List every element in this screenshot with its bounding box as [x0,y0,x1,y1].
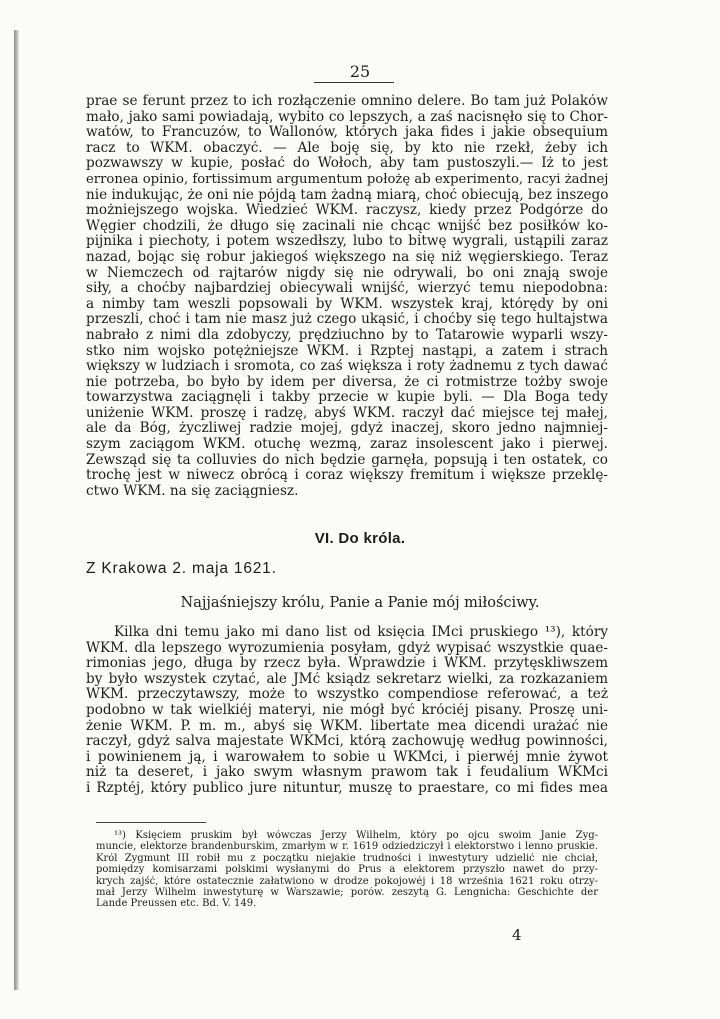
letter-salutation: Najjaśniejszy królu, Panie a Panie mój miłościwy. [180,595,540,611]
text-line: Kilka dni temu jako mi dano list od księcia IMci pruskiego ¹³), który [114,625,608,640]
text-line: uniżenie WKM. proszę i radzę, abyś WKM. raczył dać miejsce tej małej, [86,405,608,421]
footnote-rule [96,822,206,823]
text-line: możniejszego wojska. Wiedzieć WKM. raczysz, kiedy przez Podgórze do [86,203,608,219]
text-line: pijnika i piechoty, i potem wszedłszy, lubo to bitwę wygrali, ustąpili zaraz [86,234,608,250]
text-line: pozwawszy w kupie, posłać do Wołoch, aby tam pustoszyli.— Iż to jest [86,156,608,172]
footnote-line: krych zajść, które ostatecznie załatwiono w drodze pokojowéj i 18 września 1621 roku otrzy- [96,875,598,887]
text-line: mało, jako sami powiadają, wybito co lepszych, a zaś nacisnęło się to Chor- [86,109,608,125]
page-number-rule [314,82,394,83]
text-line: raczył, gdyż salva majestate WKMci, którą zachowuję według powinności, [86,734,608,750]
text-line: rimonias jego, długa by rzecz była. Wprawdzie i WKM. przytęskliwszem [86,656,608,672]
text-line: racz to WKM. obaczyć. — Ale boję się, by kto nie rzekł, żeby ich [86,140,608,156]
letter-text-block [86,625,608,797]
scan-edge-shadow [14,30,19,990]
text-line: trochę jest w niwecz obrócą i coraz większy fremitum i większe przeklę- [86,468,608,484]
text-line: ctwo WKM. na się zaciągniesz. [86,483,299,499]
text-line: nie indukując, że oni nie pójdą tam żadną miarą, choć obiecują, bez inszego [86,187,608,203]
text-line: stko nim wojsko potężniejsze WKM. i Rzptej nastąpi, a zatem i strach [86,343,608,359]
text-line: watów, to Francuzów, to Wallonów, których jaka fides i jakie obsequium [86,125,608,141]
paragraph [86,94,608,499]
text-line: erronea opinio, fortissimum argumentum położę ab experimento, racyi żadnej [86,171,608,187]
text-line: WKM. dla lepszego wyrozumienia posyłam, gdyż wypisać wszystkie quae- [86,640,608,656]
text-line: Węgier chodzili, że długo się zacinali nie chcąc wnijść bez posiłków ko- [86,218,608,234]
footnote-line: Lande Preussen etc. Bd. V. 149. [96,898,257,910]
text-line: nie potrzeba, bo było by idem per diversa, że ci rotmistrze tożby swoje [86,374,608,390]
text-line: towarzystwa zaciągnęli i takby przecie w kupie byli. — Dla Boga tedy [86,390,608,406]
main-text-block [86,94,608,499]
text-line: i powinienem ją, i warowałem to sobie u WKMci, i pierwéj mnie żywot [86,749,608,765]
text-line: WKM. przeczytawszy, może to wszystko compendiose referować, a też [86,687,608,703]
text-line: prae se ferunt przez to ich rozłączenie omnino delere. Bo tam już Polaków [86,94,608,109]
text-line: siły, a choćby najbardziej obiecywali wnijść, wierzyć temu niepodobna: [86,281,608,297]
text-line: ale da Bóg, życzliwej radzie mojej, gdyż inaczej, skoro jedno najmniej- [86,421,608,437]
text-line: większy w ludziach i sromota, co zaś większa i roty żadnemu z tych dawać [86,359,608,375]
footnote-line: Król Zygmunt III robił mu z początku niejakie trudności i inwestytury udzielić nie chciał, [96,852,598,864]
page-number: 25 [349,62,371,81]
text-line: niż ta deseret, i jako swym własnym prawom tak i feudalium WKMci [86,765,608,781]
text-line: a nimby tam weszli popsowali by WKM. wszystek kraj, którędy by oni [86,296,608,312]
text-line: i Rzptéj, który publico jure nituntur, muszę to praestare, co mi fides mea [86,780,608,796]
footnote-line: pomiędzy komisarzami polskimi wysłanymi do Prus a elektorem przyszło nawet do przy- [96,864,598,876]
text-line: w Niemczech od rajtarów nigdy się nie odrywali, bo oni znają swoje [86,265,608,281]
letter-dateline: Z Krakowa 2. maja 1621. [86,560,277,577]
footnote-line: mał Jerzy Wilhelm inwestyturę w Warszawie; porów. zeszytą G. Lengnicha: Geschichte der [96,887,598,899]
text-line: nazad, bojąc się robur jakiegoś większego na się niż węgierskiego. Teraz [86,249,608,265]
text-line: szym zaciągom WKM. otuchę wezmą, zaraz insolescent jako i pierwej. [86,437,608,453]
section-heading: VI. Do króla. [314,530,406,547]
footnote [96,830,598,910]
footnote-line: ¹³) Księciem pruskim był wówczas Jerzy Wilhelm, który po ojcu swoim Janie Zyg- [114,830,598,841]
text-line: podobno w tak wielkiéj materyi, nie mógł być króciéj pisany. Proszę uni- [86,702,608,718]
text-line: Zewsząd się ta colluvies do nich będzie garnęła, popsują i ten ostatek, co [86,452,608,468]
text-line: nabrało z nimi dla zdobyczy, prędziuchno by to Tatarowie wyparli wszy- [86,327,608,343]
printer-signature-mark: 4 [512,926,522,944]
text-line: by było wszystek czytać, ale JMć ksiądz sekretarz wielki, za rozkazaniem [86,671,608,687]
text-line: żenie WKM. P. m. m., abyś się WKM. libertate mea dicendi urażać nie [86,718,608,734]
text-line: przeszli, choć i tam nie masz już czego ukąsić, i choćby się tego hultajstwa [86,312,608,328]
footnote-line: muncie, elektorze brandenburskim, zmarłym w r. 1619 odziedziczył i elektorstwo i lenno pruskie. [96,841,598,853]
